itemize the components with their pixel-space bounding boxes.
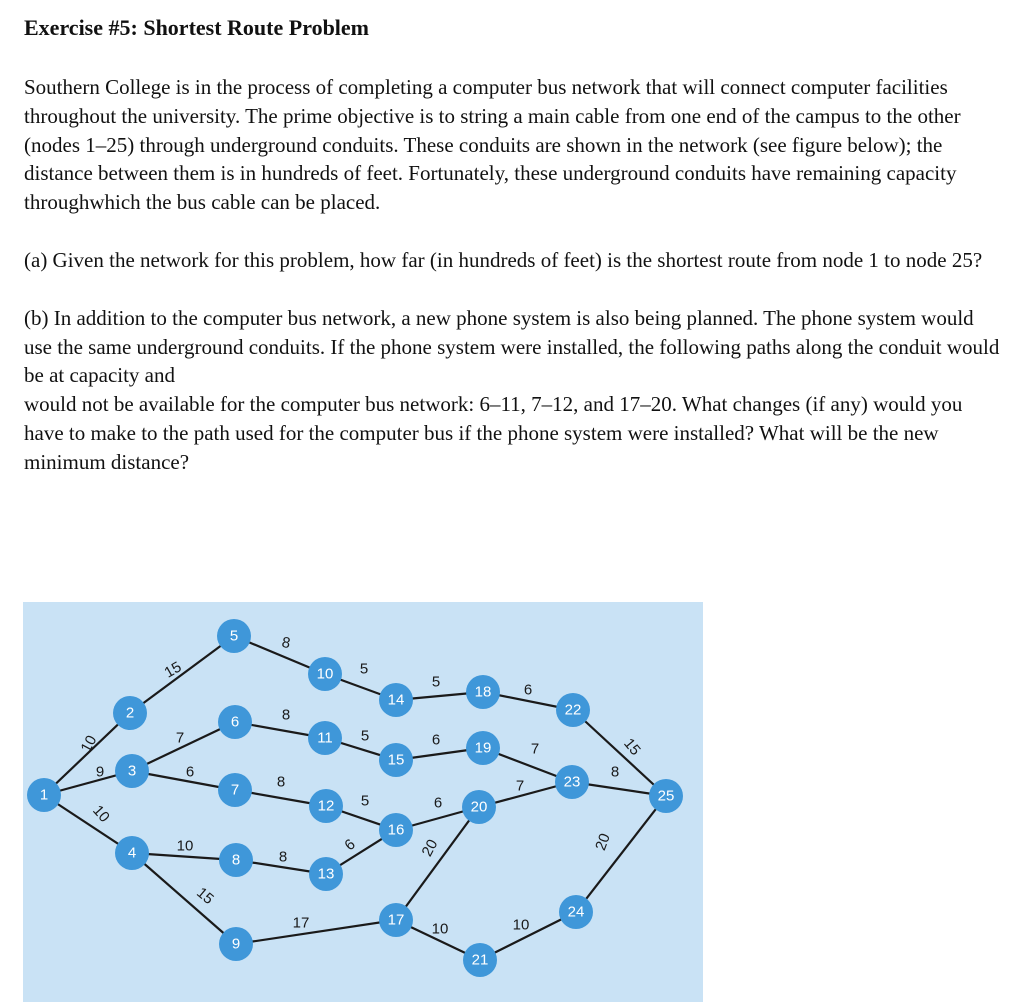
edge-weight-7-12: 8 [276, 773, 286, 791]
node-label-12: 12 [317, 797, 335, 815]
node-17 [379, 903, 413, 937]
node-8 [219, 843, 253, 877]
edge-weight-11-15: 5 [360, 727, 370, 745]
edge-weight-9-17: 17 [292, 914, 310, 932]
edge-weight-1-4: 10 [89, 802, 113, 826]
edge-weight-8-13: 8 [278, 848, 288, 866]
edge-24-25 [576, 796, 666, 912]
node-label-4: 4 [127, 844, 137, 862]
node-label-25: 25 [657, 787, 675, 805]
node-18 [466, 675, 500, 709]
edge-weight-17-20: 20 [418, 836, 442, 860]
node-12 [309, 789, 343, 823]
node-label-7: 7 [230, 781, 240, 799]
question-b [24, 304, 1004, 477]
edge-weight-17-21: 10 [431, 920, 449, 938]
node-2 [113, 696, 147, 730]
edge-weight-14-18: 5 [431, 673, 441, 691]
node-label-5: 5 [229, 627, 239, 645]
edge-weight-24-25: 20 [592, 831, 614, 853]
network-figure [23, 602, 703, 1002]
node-label-23: 23 [563, 773, 581, 791]
edge-weight-10-14: 5 [359, 660, 369, 678]
edge-weight-4-9: 15 [193, 884, 217, 908]
page-title: Exercise #5: Shortest Route Problem [24, 15, 370, 40]
node-6 [218, 705, 252, 739]
document-page [24, 14, 1004, 477]
nodes-layer [27, 619, 683, 977]
node-4 [115, 836, 149, 870]
edge-weight-16-20: 6 [433, 794, 443, 812]
node-label-14: 14 [387, 691, 405, 709]
node-label-20: 20 [470, 798, 488, 816]
edge-weight-19-23: 7 [530, 740, 540, 758]
node-label-18: 18 [474, 683, 492, 701]
question-b-line-1: (b) In addition to the computer bus network, a new phone system is also being planned. The phone system would use the same underground conduits. If the phone system were installed, the following paths along the conduit would be at capacity and [24, 305, 1000, 388]
edge-weight-20-23: 7 [515, 777, 525, 795]
node-10 [308, 657, 342, 691]
edge-weight-2-5: 15 [161, 658, 185, 682]
node-1 [27, 778, 61, 812]
question-b-line-2: would not be available for the computer bus network: 6–11, 7–12, and 17–20. What changes (if any) would you have to make to the path used for the computer bus if the phone system were installed? What will be the new minimum distance? [24, 392, 963, 474]
node-14 [379, 683, 413, 717]
edge-weight-3-6: 7 [175, 729, 185, 747]
edge-weight-6-11: 8 [281, 706, 291, 724]
edge-weight-5-10: 8 [280, 633, 292, 653]
node-19 [466, 731, 500, 765]
node-label-17: 17 [387, 911, 405, 929]
node-label-11: 11 [317, 729, 333, 747]
node-label-19: 19 [474, 739, 492, 757]
edge-weight-22-25: 15 [620, 735, 644, 759]
node-20 [462, 790, 496, 824]
node-label-10: 10 [316, 665, 334, 683]
node-21 [463, 943, 497, 977]
node-label-21: 21 [471, 951, 489, 969]
node-label-15: 15 [387, 751, 405, 769]
edge-weight-3-7: 6 [185, 763, 195, 781]
edge-weight-4-8: 10 [176, 837, 194, 855]
node-5 [217, 619, 251, 653]
node-22 [556, 693, 590, 727]
edge-weight-23-25: 8 [610, 763, 620, 781]
node-label-1: 1 [39, 786, 49, 804]
node-15 [379, 743, 413, 777]
node-16 [379, 813, 413, 847]
node-label-9: 9 [231, 935, 241, 953]
node-24 [559, 895, 593, 929]
intro-paragraph: Southern College is in the process of completing a computer bus network that will connect computer facilities throughout the university. The prime objective is to string a main cable from one end of the campus to the other (nodes 1–25) through underground conduits. These conduits are shown in the network (see figure below); the distance between them is in hundreds of feet. Fortunately, these underground conduits have remaining capacity throughwhich the bus cable can be placed. [24, 75, 961, 215]
edge-weight-1-2: 10 [77, 732, 101, 756]
node-label-16: 16 [387, 821, 405, 839]
node-label-2: 2 [125, 704, 135, 722]
node-11 [308, 721, 342, 755]
question-a: (a) Given the network for this problem, how far (in hundreds of feet) is the shortest route from node 1 to node 25? [24, 247, 983, 272]
edge-weight-12-16: 5 [360, 792, 370, 810]
node-9 [219, 927, 253, 961]
node-7 [218, 773, 252, 807]
edge-weight-13-16: 6 [341, 835, 359, 855]
node-13 [309, 857, 343, 891]
node-label-24: 24 [567, 903, 585, 921]
node-label-8: 8 [231, 851, 241, 869]
node-3 [115, 754, 149, 788]
edge-9-17 [236, 920, 396, 944]
node-25 [649, 779, 683, 813]
node-label-22: 22 [564, 701, 582, 719]
edge-weight-21-24: 10 [512, 916, 530, 934]
node-label-13: 13 [317, 865, 335, 883]
edge-weight-1-3: 9 [95, 763, 105, 781]
node-23 [555, 765, 589, 799]
edge-weight-18-22: 6 [523, 681, 533, 699]
node-label-3: 3 [127, 762, 137, 780]
edge-weight-15-19: 6 [431, 731, 441, 749]
node-label-6: 6 [230, 713, 240, 731]
network-diagram [23, 602, 703, 1002]
